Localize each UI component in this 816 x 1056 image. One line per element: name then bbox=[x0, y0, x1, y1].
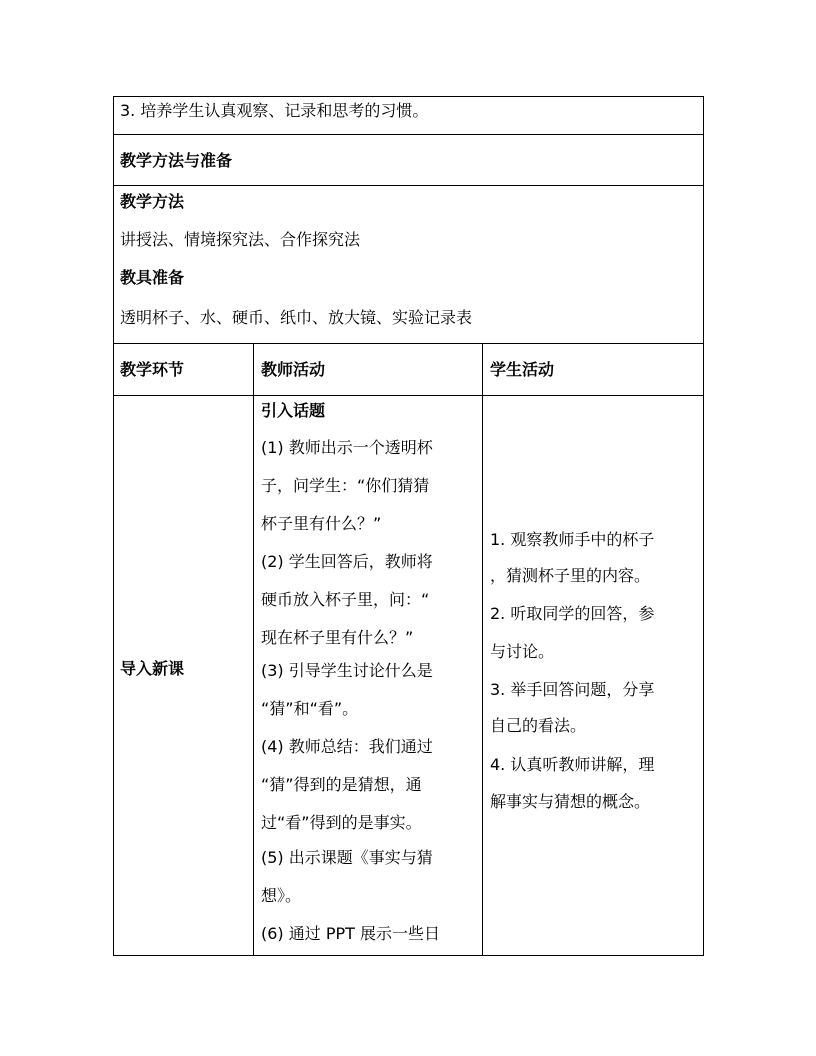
objective-item-3: 3. 培养学生认真观察、记录和思考的习惯。 bbox=[120, 101, 429, 120]
table-border-right bbox=[703, 96, 704, 956]
teacher-activity-line: “猜”和“看”。 bbox=[261, 699, 359, 718]
student-activity-line: 1. 观察教师手中的杯子 bbox=[490, 530, 655, 549]
column-header-teacher: 教师活动 bbox=[261, 360, 326, 379]
student-activity-line: 解事实与猜想的概念。 bbox=[490, 792, 651, 811]
table-border-left bbox=[113, 96, 114, 956]
method-title: 教学方法 bbox=[120, 192, 185, 211]
method-text: 讲授法、情境探究法、合作探究法 bbox=[120, 230, 361, 249]
teacher-activity-line: (6) 通过 PPT 展示一些日 bbox=[261, 924, 440, 943]
methods-section-header: 教学方法与准备 bbox=[120, 151, 233, 170]
teacher-activity-line: “猜”得到的是猜想，通 bbox=[261, 775, 422, 794]
column-divider bbox=[482, 343, 483, 956]
stage-label: 导入新课 bbox=[120, 659, 185, 678]
teacher-activity-line: (3) 引导学生讨论什么是 bbox=[261, 661, 433, 680]
column-header-student: 学生活动 bbox=[490, 360, 555, 379]
table-rule bbox=[113, 185, 704, 186]
table-border-bottom bbox=[113, 955, 704, 956]
teacher-activity-line: 子，问学生：“你们猜猜 bbox=[261, 476, 430, 495]
teacher-activity-line: (4) 教师总结：我们通过 bbox=[261, 737, 433, 756]
student-activity-line: 4. 认真听教师讲解，理 bbox=[490, 755, 655, 774]
teacher-activity-line: 硬币放入杯子里，问：“ bbox=[261, 590, 430, 609]
student-activity-line: ，猜测杯子里的内容。 bbox=[490, 566, 651, 585]
tools-text: 透明杯子、水、硬币、纸巾、放大镜、实验记录表 bbox=[120, 308, 473, 327]
student-activity-line: 自己的看法。 bbox=[490, 716, 587, 735]
student-activity-line: 与讨论。 bbox=[490, 642, 555, 661]
student-activity-line: 3. 举手回答问题，分享 bbox=[490, 680, 655, 699]
teacher-activity-line: (2) 学生回答后，教师将 bbox=[261, 552, 433, 571]
teacher-activity-line: 现在杯子里有什么？” bbox=[261, 628, 414, 647]
column-header-stage: 教学环节 bbox=[120, 360, 185, 379]
teacher-activity-line: 想》。 bbox=[261, 886, 302, 905]
table-border-top bbox=[113, 96, 704, 97]
column-divider bbox=[253, 343, 254, 956]
teacher-activity-line: (1) 教师出示一个透明杯 bbox=[261, 438, 433, 457]
teacher-activity-line: (5) 出示课题《事实与猜 bbox=[261, 848, 433, 867]
tools-title: 教具准备 bbox=[120, 268, 185, 287]
table-rule bbox=[113, 395, 704, 396]
teacher-activity-line: 杯子里有什么？” bbox=[261, 514, 382, 533]
student-activity-line: 2. 听取同学的回答，参 bbox=[490, 604, 655, 623]
table-rule bbox=[113, 134, 704, 135]
teacher-activity-title: 引入话题 bbox=[261, 401, 326, 420]
table-rule bbox=[113, 343, 704, 344]
teacher-activity-line: 过“看”得到的是事实。 bbox=[261, 813, 422, 832]
